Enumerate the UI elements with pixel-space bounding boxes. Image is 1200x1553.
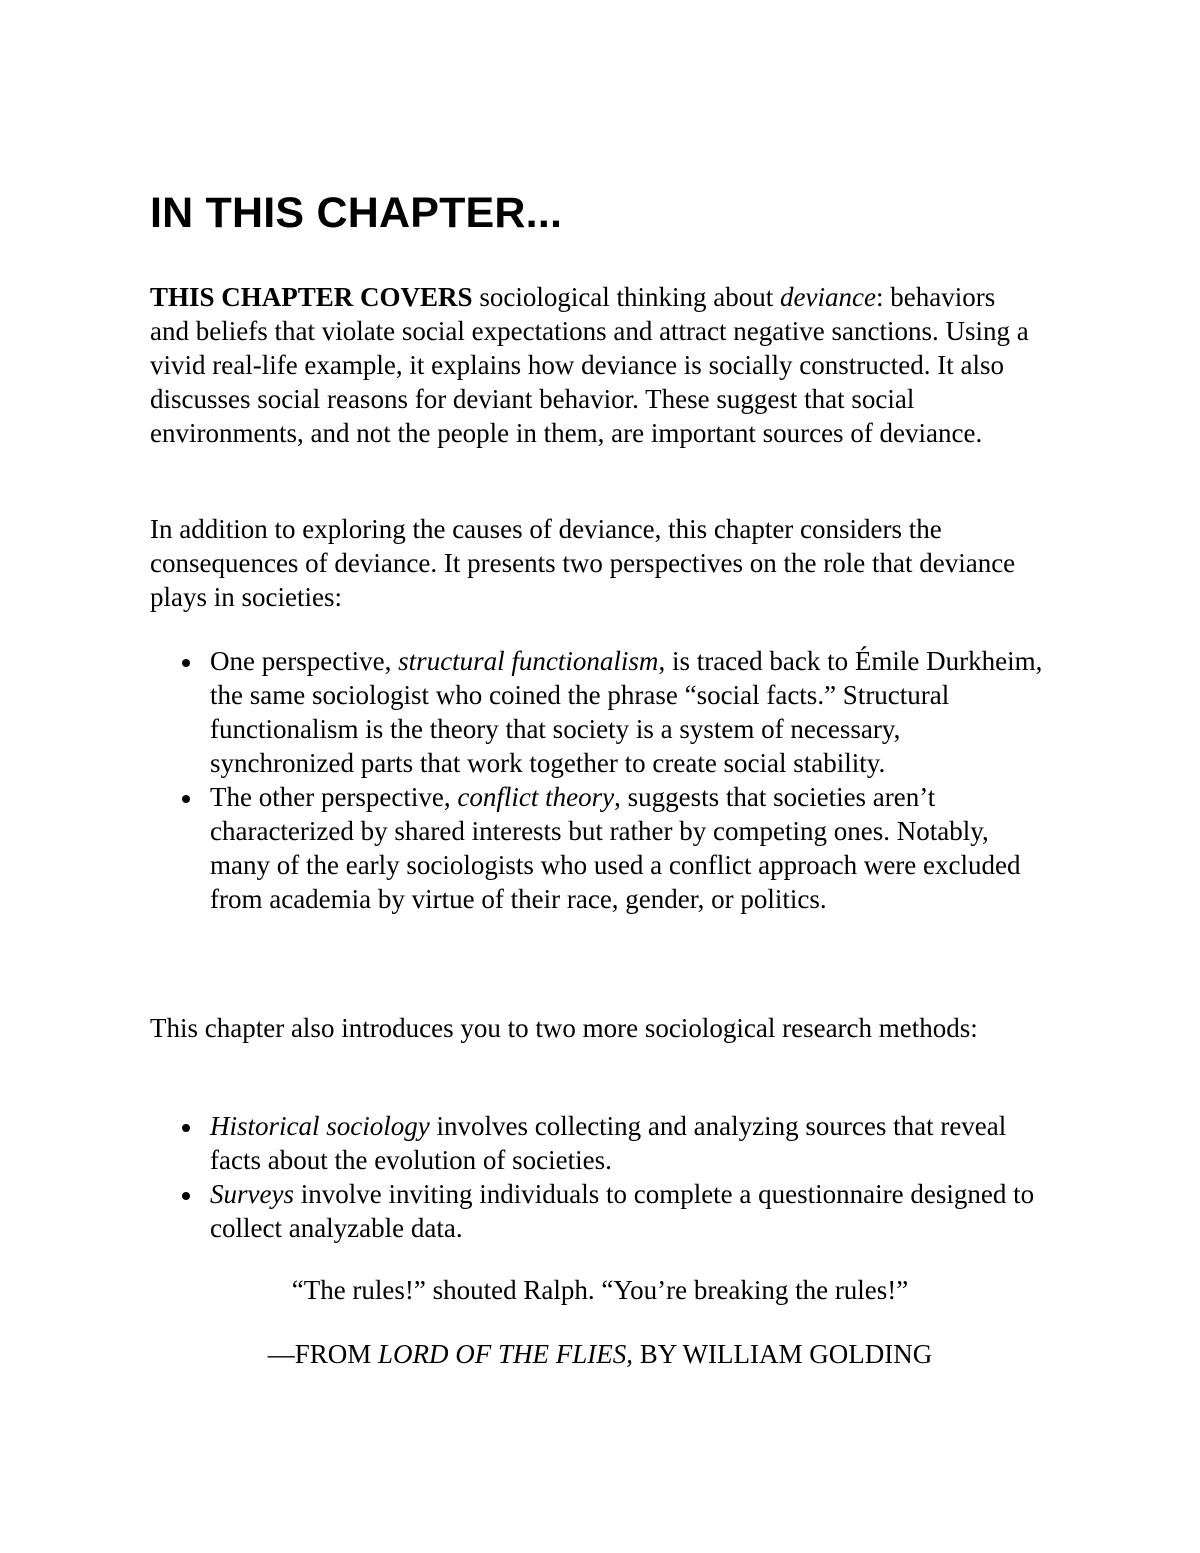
method-term: Historical sociology	[210, 1111, 430, 1141]
method-text: involves collecting and analyzing sources that reveal facts about the evolution of societies.	[210, 1111, 1007, 1175]
perspective-text-before: One perspective,	[210, 646, 399, 676]
perspective-item-structural-functionalism	[150, 644, 1050, 780]
perspective-term: structural functionalism	[398, 646, 659, 676]
methods-list	[150, 1109, 1050, 1245]
chapter-heading: IN THIS CHAPTER...	[150, 189, 563, 237]
epigraph-attribution	[150, 1337, 1050, 1371]
attribution-suffix: BY WILLIAM GOLDING	[633, 1339, 933, 1369]
perspective-text-after: , is traced back to Émile Durkheim, the same sociologist who coined the phrase “social facts.” Structural functionalism is the theory that society is a system of necessary, synchronized parts that work together to create social stability.	[210, 646, 1043, 778]
intro-text-after-term: : behaviors and beliefs that violate social expectations and attract negative sanctions. Using a vivid real-life example, it explains how deviance is socially constructed. It also discusses social reasons for deviant behavior. These suggest that social environments, and not the people in them, are important sources of deviance.	[150, 282, 1029, 448]
intro-lead: THIS CHAPTER COVERS	[150, 282, 473, 312]
attribution-prefix: —FROM	[267, 1339, 379, 1369]
epigraph-quote: “The rules!” shouted Ralph. “You’re breaking the rules!”	[291, 1275, 909, 1305]
intro-paragraph	[150, 280, 1040, 450]
methods-paragraph: This chapter also introduces you to two more sociological research methods:	[150, 1013, 978, 1043]
perspective-item-conflict-theory	[150, 780, 1050, 916]
perspective-text-after: , suggests that societies aren’t characterized by shared interests but rather by competing ones. Notably, many of the early sociologists who used a conflict approach were excluded from academia by virtue of their race, gender, or politics.	[210, 782, 1021, 914]
bullet-icon	[182, 1192, 190, 1200]
method-item-historical-sociology	[150, 1109, 1050, 1177]
intro-term-deviance: deviance	[780, 282, 876, 312]
perspectives-list	[150, 644, 1050, 916]
bullet-icon	[182, 795, 190, 803]
method-item-surveys	[150, 1177, 1050, 1245]
method-term: Surveys	[210, 1179, 294, 1209]
bullet-icon	[182, 659, 190, 667]
consequences-paragraph: In addition to exploring the causes of deviance, this chapter considers the consequences of deviance. It presents two perspectives on the role that deviance plays in societies:	[150, 514, 1016, 612]
perspective-text-before: The other perspective,	[210, 782, 458, 812]
intro-text-before-term: sociological thinking about	[472, 282, 781, 312]
perspective-term: conflict theory	[457, 782, 615, 812]
attribution-title: LORD OF THE FLIES,	[378, 1339, 634, 1369]
method-text: involve inviting individuals to complete a questionnaire designed to collect analyzable data.	[210, 1179, 1035, 1243]
bullet-icon	[182, 1124, 190, 1132]
